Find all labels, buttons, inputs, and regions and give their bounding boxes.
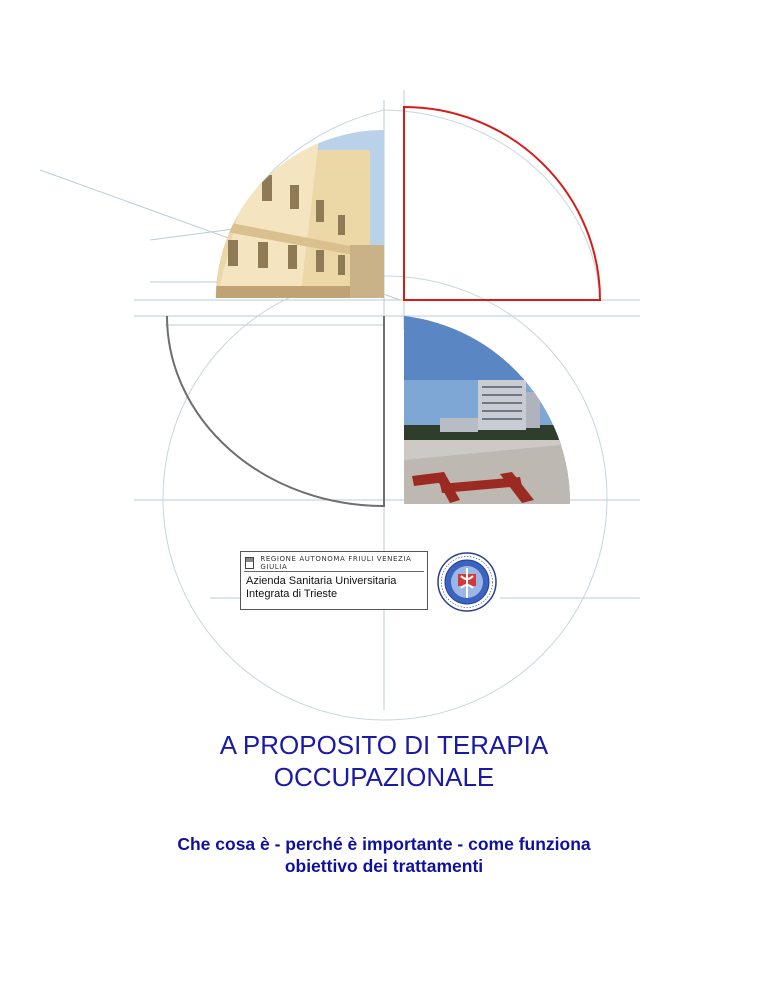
- university-seal-icon: [437, 552, 497, 612]
- organization-line-1: Azienda Sanitaria Universitaria: [246, 575, 397, 587]
- institution-logo: [240, 551, 428, 610]
- logo-divider: [244, 571, 424, 572]
- document-title: [0, 729, 768, 793]
- region-crest-icon: [245, 557, 254, 569]
- region-header: [245, 556, 427, 570]
- organization-name: [246, 575, 396, 601]
- hospital-photo: [400, 310, 580, 510]
- organization-line-2: Integrata di Trieste: [246, 588, 338, 600]
- region-name: REGIONE AUTONOMA FRIULI VENEZIA GIULIA: [260, 555, 412, 571]
- document-subtitle: [0, 833, 768, 877]
- subtitle-line-1: Che cosa è - perché è importante - come funziona: [177, 834, 591, 854]
- subtitle-line-2: obiettivo dei trattamenti: [284, 856, 484, 876]
- red-quadrant-arc: [404, 107, 600, 300]
- grey-quadrant-arc: [167, 316, 384, 506]
- title-line-2: OCCUPAZIONALE: [273, 762, 495, 792]
- title-line-1: A PROPOSITO DI TERAPIA: [219, 730, 549, 760]
